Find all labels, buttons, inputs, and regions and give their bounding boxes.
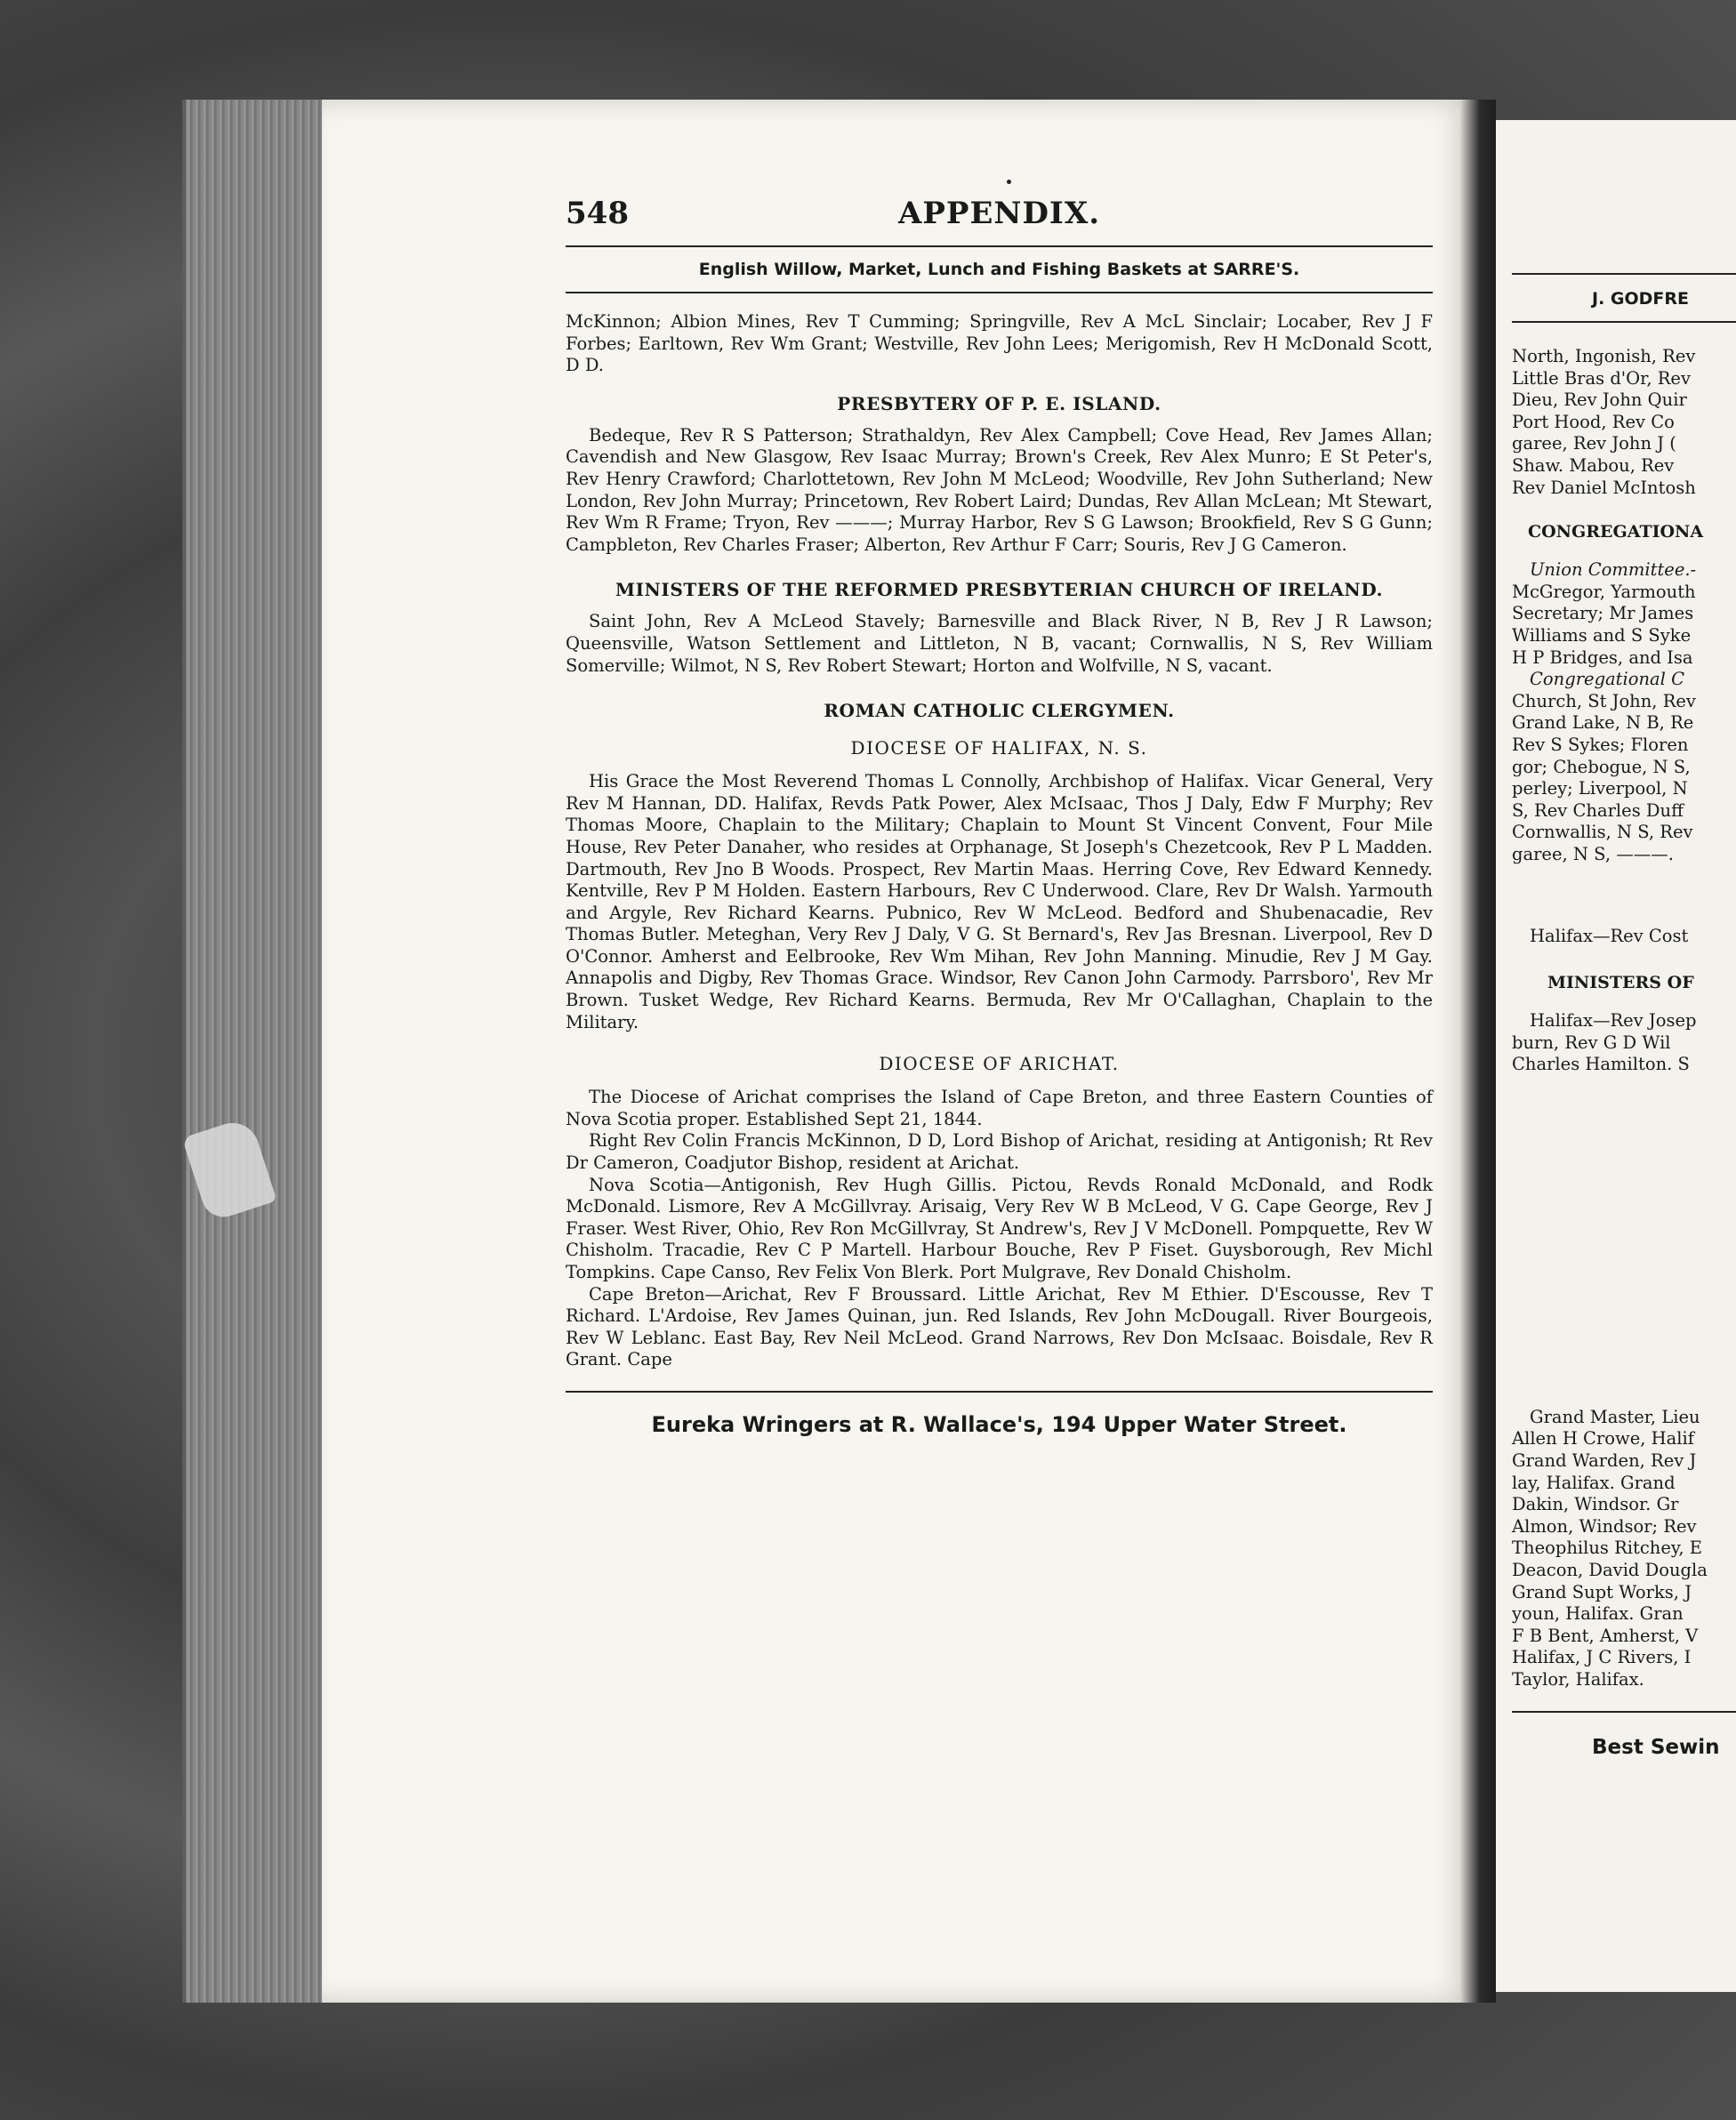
right-top-ad-rule — [1512, 321, 1736, 323]
right-line: gor; Chebogue, N S, — [1512, 756, 1691, 777]
right-line: Williams and S Syke — [1512, 624, 1692, 646]
right-heading-ministers: MINISTERS OF — [1547, 973, 1694, 993]
intro-paragraph: McKinnon; Albion Mines, Rev T Cumming; Springville, Rev A McL Sinclair; Locaber, Rev J F Forbes; Earltown, Rev Wm Grant; Westville, Rev John Lees; Merigomish, Rev H McDonald Scott, D D. — [566, 311, 1433, 376]
top-advertisement: English Willow, Market, Lunch and Fishing Baskets at SARRE'S. — [698, 260, 1300, 279]
right-line: North, Ingonish, Rev — [1512, 346, 1696, 366]
right-line: Shaw. Mabou, Rev — [1512, 454, 1675, 476]
right-line: Grand Lake, N B, Re — [1512, 712, 1694, 734]
right-line: Taylor, Halifax. — [1512, 1668, 1644, 1690]
right-page-content — [1512, 120, 1736, 1759]
section-text-reformed: Saint John, Rev A McLeod Stavely; Barnesville and Black River, N B, Rev J R Lawson; Queensville, Watson Settlement and Littleton, N B, vacant; Cornwallis, N S, Rev William Somerville; Wilmot, N S, Rev Robert Stewart; Horton and Wolfville, N S, vacant. — [566, 611, 1433, 676]
right-line: garee, Rev John J ( — [1512, 433, 1676, 454]
right-line: Church, St John, Rev — [1512, 690, 1696, 711]
right-line: Union Committee.- — [1530, 559, 1697, 581]
right-page — [1496, 120, 1736, 1992]
right-top-rule — [1512, 273, 1736, 275]
right-block-1 — [1512, 346, 1736, 499]
right-line: youn, Halifax. Gran — [1512, 1603, 1684, 1625]
right-line: Deacon, David Dougla — [1512, 1560, 1708, 1580]
arichat-paragraph-3: Nova Scotia—Antigonish, Rev Hugh Gillis. Pictou, Revds Ronald McDonald, and Rodk McDonald. Lismore, Rev A McGillvray. Arisaig, Very Rev W B McLeod, V G. Cape George, Rev J Fraser. West River, Ohio, Rev Ron McGillvray, St Andrew's, Rev J V McDonell. Pompquette, Rev W Chisholm. Tracadie, Rev C P Martell. Harbour Bouche, Rev P Fiset. Guysborough, Rev Michl Tompkins. Cape Canso, Rev Felix Von Blerk. Port Mulgrave, Rev Donald Chisholm. — [566, 1174, 1433, 1282]
right-top-advertisement: J. GODFRE — [1592, 289, 1690, 309]
right-block-4 — [1512, 1407, 1736, 1691]
right-line: burn, Rev G D Wil — [1512, 1032, 1671, 1053]
arichat-paragraph-1: The Diocese of Arichat comprises the Island of Cape Breton, and three Eastern Counties of Nova Scotia proper. Established Sept 21, 1844. — [566, 1087, 1433, 1129]
right-line: garee, N S, ———. — [1512, 843, 1674, 864]
right-line: Allen H Crowe, Halif — [1512, 1428, 1694, 1449]
right-line: Port Hood, Rev Co — [1512, 411, 1675, 432]
right-line: Halifax—Rev Josep — [1530, 1010, 1697, 1032]
page-title: APPENDIX. — [897, 196, 1101, 231]
right-line: Little Bras d'Or, Rev — [1512, 367, 1691, 389]
right-line: Rev S Sykes; Floren — [1512, 734, 1689, 755]
section-heading-pei: PRESBYTERY OF P. E. ISLAND. — [837, 392, 1161, 414]
section-heading-reformed: MINISTERS OF THE REFORMED PRESBYTERIAN CHURCH OF IRELAND. — [615, 579, 1384, 601]
page-number: 548 — [566, 196, 629, 231]
right-line: Almon, Windsor; Rev — [1512, 1515, 1697, 1537]
arichat-paragraph-2: Right Rev Colin Francis McKinnon, D D, Lord Bishop of Arichat, residing at Antigonish; Rt Rev Dr Cameron, Coadjutor Bishop, resident at Arichat. — [566, 1130, 1433, 1174]
right-line: Congregational C — [1530, 669, 1685, 690]
left-page-content — [566, 196, 1433, 1449]
section-text-halifax: His Grace the Most Reverend Thomas L Connolly, Archbishop of Halifax. Vicar General, Very Rev M Hannan, DD. Halifax, Revds Patk Power, Alex McIsaac, Thos J Daly, Edw F Murphy; Rev Thomas Moore, Chaplain to the Military; Chaplain to Mount St Vincent Convent, Four Mile House, Rev Peter Danaher, who resides at Orphanage, St Joseph's Chezetcook, Rev P L Madden. Dartmouth, Rev Jno B Woods. Prospect, Rev Martin Maas. Herring Cove, Rev Edward Kennedy. Kentville, Rev P M Holden. Eastern Harbours, Rev C Underwood. Clare, Rev Dr Walsh. Yarmouth and Argyle, Rev Richard Kearns. Pubnico, Rev W McLeod. Bedford and Shubenacadie, Rev Thomas Butler. Meteghan, Very Rev J Daly, V G. St Bernard's, Rev Jas Bresnan. Liverpool, Rev D O'Connor. Amherst and Eelbrooke, Rev Wm Mihan, Rev John Manning. Minudie, Rev J M Gay. Annapolis and Digby, Rev Thomas Grace. Windsor, Rev Canon John Carmody. Parrsboro', Rev Mr Brown. Tusket Wedge, Rev Richard Kearns. Bermuda, Rev Mr O'Callaghan, Chaplain to the Military. — [566, 771, 1433, 1032]
right-line: Dakin, Windsor. Gr — [1512, 1494, 1679, 1515]
right-line: Cornwallis, N S, Rev — [1512, 822, 1693, 843]
book-gutter — [1460, 100, 1496, 2003]
right-bottom-rule — [1512, 1711, 1736, 1713]
right-line: S, Rev Charles Duff — [1512, 799, 1684, 821]
arichat-paragraph-4: Cape Breton—Arichat, Rev F Broussard. Little Arichat, Rev M Ethier. D'Escousse, Rev T Richard. L'Ardoise, Rev James Quinan, jun. Red Islands, Rev John McDougall. River Bourgeois, Rev W Leblanc. East Bay, Rev Neil McLeod. Grand Narrows, Rev Don McIsaac. Boisdale, Rev R Grant. Cape — [566, 1283, 1433, 1370]
right-line: Rev Daniel McIntosh — [1512, 477, 1696, 498]
right-line: Theophilus Ritchey, E — [1512, 1538, 1702, 1559]
right-line: perley; Liverpool, N — [1512, 778, 1688, 799]
right-line: H P Bridges, and Isa — [1512, 646, 1693, 668]
right-line: lay, Halifax. Grand — [1512, 1472, 1676, 1493]
section-heading-catholic: ROMAN CATHOLIC CLERGYMEN. — [824, 700, 1175, 722]
book-page-edges — [182, 100, 328, 2003]
right-line: F B Bent, Amherst, V — [1512, 1625, 1699, 1646]
section-text-pei: Bedeque, Rev R S Patterson; Strathaldyn, Rev Alex Campbell; Cove Head, Rev James Allan; Cavendish and New Glasgow, Rev Isaac Murray; Brown's Creek, Rev Alex Munro; E St Peter's, Rev Henry Crawford; Charlottetown, Rev John M McLeod; Woodville, Rev John Sutherland; New London, Rev John Murray; Princetown, Rev Robert Laird; Dundas, Rev Allan McLean; Mt Stewart, Rev Wm R Frame; Tryon, Rev ———; Murray Harbor, Rev S G Lawson; Brookfield, Rev S G Gunn; Campbleton, Rev Charles Fraser; Alberton, Rev Arthur F Carr; Souris, Rev J G Cameron. — [566, 424, 1433, 555]
right-line: Dieu, Rev John Quir — [1512, 389, 1687, 411]
bottom-advertisement: Eureka Wringers at R. Wallace's, 194 Upper Water Street. — [651, 1411, 1347, 1437]
right-line: Charles Hamilton. S — [1512, 1054, 1690, 1075]
section-heading-arichat: DIOCESE OF ARICHAT. — [879, 1053, 1120, 1075]
right-heading-congregational: CONGREGATIONA — [1528, 522, 1704, 542]
right-line: Grand Supt Works, J — [1512, 1581, 1692, 1602]
ink-speck — [1007, 180, 1011, 184]
right-line: Secretary; Mr James — [1512, 603, 1694, 624]
right-line-halifax: Halifax—Rev Cost — [1530, 926, 1689, 947]
right-line: McGregor, Yarmouth — [1512, 581, 1696, 602]
right-block-3 — [1512, 1010, 1736, 1076]
running-head — [566, 196, 1433, 245]
right-line: Grand Master, Lieu — [1530, 1406, 1700, 1427]
right-bottom-advertisement: Best Sewin — [1592, 1735, 1720, 1759]
right-line: Grand Warden, Rev J — [1512, 1450, 1697, 1472]
right-line: Halifax, J C Rivers, I — [1512, 1647, 1692, 1668]
top-ad-rule — [566, 292, 1433, 293]
section-heading-halifax: DIOCESE OF HALIFAX, N. S. — [850, 737, 1148, 759]
right-block-2 — [1512, 559, 1736, 865]
